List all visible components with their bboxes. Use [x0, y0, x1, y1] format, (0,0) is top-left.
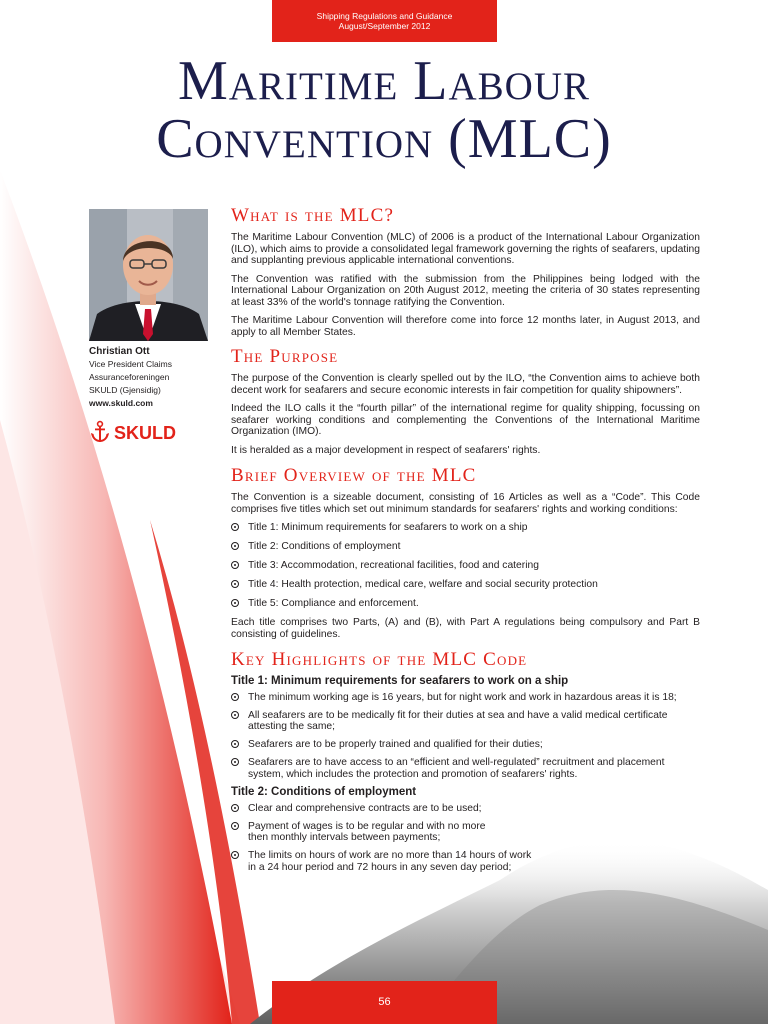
subheading-title-2: Title 2: Conditions of employment	[231, 786, 417, 798]
author-info	[89, 345, 224, 410]
heading-what-is-mlc: What is the MLC?	[231, 205, 395, 226]
bullet-icon	[231, 711, 239, 719]
paragraph: Indeed the ILO calls it the “fourth pillar” of the international regime for quality shipping, focussing on seafarer working conditions and complementing the Conventions of the International Maritime Organization (IMO).	[231, 403, 700, 437]
paragraph: The purpose of the Convention is clearly spelled out by the ILO, “the Convention aims to achieve both decent work for seafarers and secure economic interests in fair competition for quality shipowners”.	[231, 373, 700, 396]
bullet-icon	[231, 693, 239, 701]
bullet-icon	[231, 599, 239, 607]
paragraph: Each title comprises two Parts, (A) and (B), with Part A regulations being compulsory and Part B consisting of guidelines.	[231, 617, 700, 640]
bullet-icon	[231, 758, 239, 766]
title-line-1: Maritime Labour	[178, 50, 590, 112]
paragraph: The Convention is a sizeable document, consisting of 16 Articles as well as a “Code”. This Code comprises five titles which set out minimum standards for seafarers' rights and working conditions:	[231, 492, 700, 515]
bullet-icon	[231, 822, 239, 830]
title-1-list	[231, 692, 700, 781]
bullet-icon	[231, 740, 239, 748]
list-item: All seafarers are to be medically fit for their duties at sea and have a valid medical certificate attesting the same;	[231, 710, 700, 733]
bullet-icon	[231, 523, 239, 531]
list-item: Title 2: Conditions of employment	[231, 541, 700, 553]
bullet-icon	[231, 580, 239, 588]
author-role: Vice President Claims	[89, 359, 172, 369]
list-item: Payment of wages is to be regular and with no more then monthly intervals between payments;	[231, 821, 508, 844]
list-item: Title 3: Accommodation, recreational facilities, food and catering	[231, 560, 700, 572]
article-body	[231, 205, 700, 880]
list-item: Title 1: Minimum requirements for seafarers to work on a ship	[231, 522, 700, 534]
heading-overview: Brief Overview of the MLC	[231, 465, 477, 486]
list-item: Clear and comprehensive contracts are to be used;	[231, 803, 700, 815]
issue-date: August/September 2012	[338, 21, 431, 31]
paragraph: The Maritime Labour Convention (MLC) of 2006 is a product of the International Labour Organization (ILO), which aims to provide a consolidated legal framework governing the rights of seafarers, updating and supplanting previous applicable international conventions.	[231, 232, 700, 266]
publication-name: Shipping Regulations and Guidance	[316, 11, 453, 21]
heading-purpose: The Purpose	[231, 346, 339, 367]
author-company: Assuranceforeningen	[89, 372, 170, 382]
list-item: Title 5: Compliance and enforcement.	[231, 598, 700, 610]
list-item: Seafarers are to be properly trained and qualified for their duties;	[231, 739, 700, 751]
footer-tab	[272, 981, 497, 1024]
paragraph: The Convention was ratified with the submission from the Philippines being lodged with the International Labour Organization on 20th August 2012, meeting the criteria of 30 states representing at least 33% of the world's tonnage ratifying the Convention.	[231, 273, 700, 308]
title-2-list	[231, 803, 700, 874]
title-line-2: Convention (MLC)	[156, 108, 612, 170]
page-number: 56	[378, 996, 391, 1008]
bullet-icon	[231, 542, 239, 550]
header-tab	[272, 0, 497, 42]
page-title	[0, 52, 768, 168]
bullet-icon	[231, 804, 239, 812]
titles-list	[231, 522, 700, 610]
paragraph: It is heralded as a major development in respect of seafarers' rights.	[231, 444, 541, 456]
list-item: Seafarers are to have access to an “efficient and well-regulated” recruitment and placement system, which includes the protection and promotion of seafarers' rights.	[231, 757, 700, 780]
list-item: The limits on hours of work are no more than 14 hours of work in a 24 hour period and 72 hours in any seven day period;	[231, 850, 533, 873]
bullet-icon	[231, 561, 239, 569]
author-url[interactable]: www.skuld.com	[89, 398, 153, 408]
bullet-icon	[231, 851, 239, 859]
heading-key-highlights: Key Highlights of the MLC Code	[231, 649, 528, 670]
author-company-2: SKULD (Gjensidig)	[89, 385, 161, 395]
author-photo	[89, 209, 208, 341]
skuld-logo	[89, 419, 209, 445]
paragraph: The Maritime Labour Convention will therefore come into force 12 months later, in August 2013, and apply to all Member States.	[231, 315, 700, 338]
subheading-title-1: Title 1: Minimum requirements for seafarers to work on a ship	[231, 675, 569, 687]
list-item: The minimum working age is 16 years, but for night work and work in hazardous areas it is 18;	[231, 692, 700, 704]
list-item: Title 4: Health protection, medical care, welfare and social security protection	[231, 579, 700, 591]
skuld-logo-text: SKULD	[114, 423, 176, 443]
anchor-icon	[91, 422, 109, 442]
author-name: Christian Ott	[89, 346, 150, 357]
